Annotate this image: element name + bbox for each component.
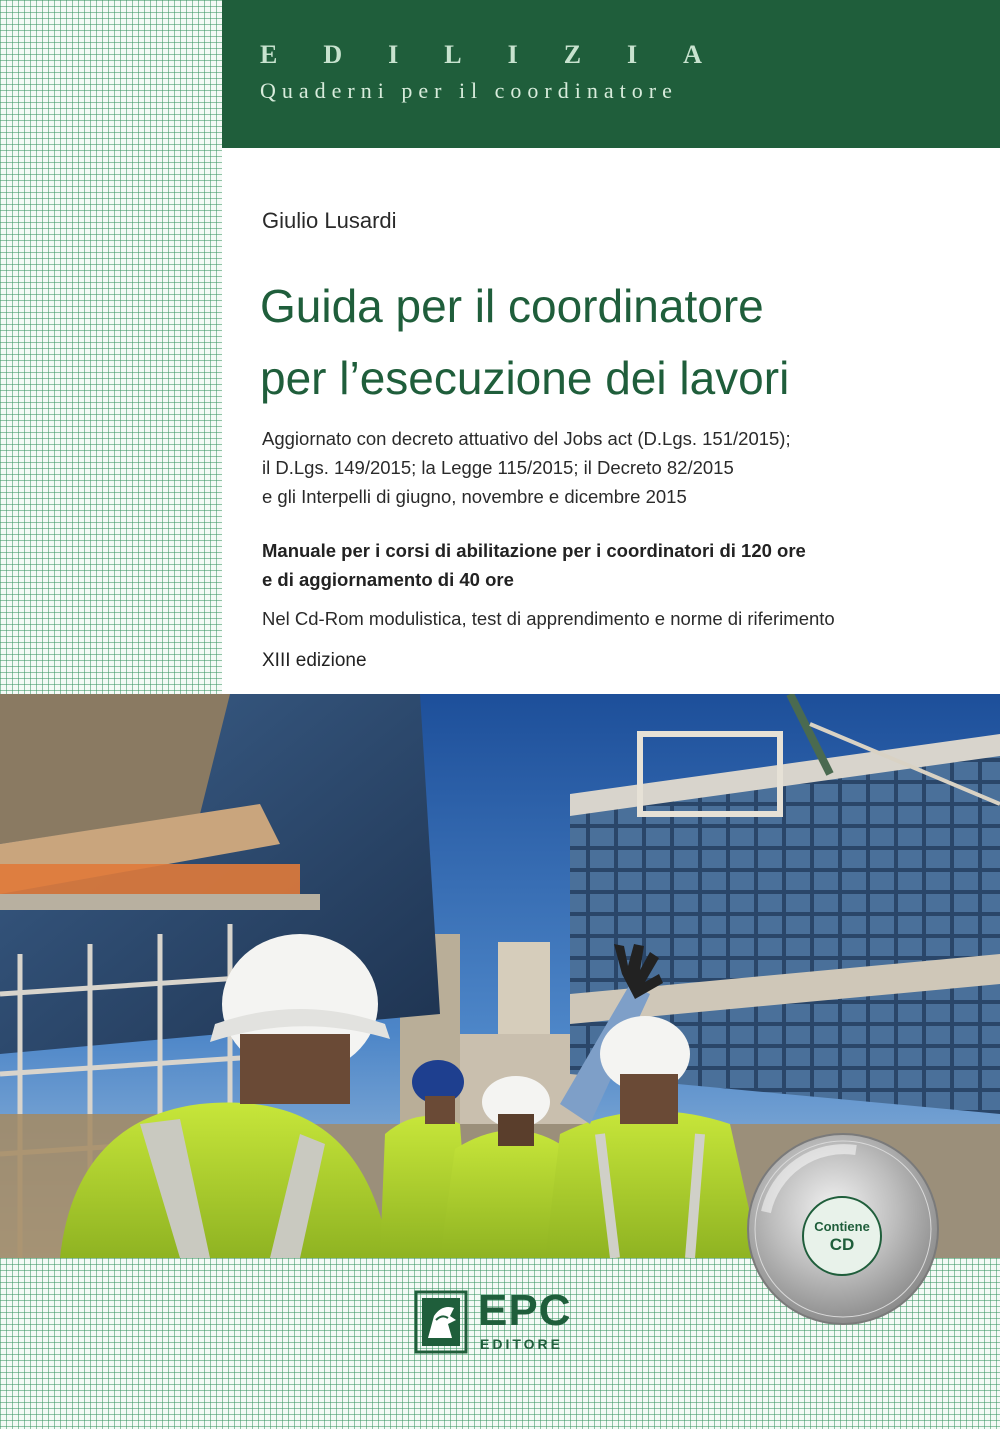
title-line-1: Guida per il coordinatore bbox=[260, 280, 764, 332]
publisher-subtitle: EDITORE bbox=[480, 1336, 563, 1352]
manual-line-2: e di aggiornamento di 40 ore bbox=[262, 569, 514, 590]
publisher-logo bbox=[414, 1286, 614, 1360]
update-line-3: e gli Interpelli di giugno, novembre e dicembre 2015 bbox=[262, 486, 687, 507]
update-line-1: Aggiornato con decreto attuativo del Jobs act (D.Lgs. 151/2015); bbox=[262, 428, 791, 449]
manual-line-1: Manuale per i corsi di abilitazione per i coordinatori di 120 ore bbox=[262, 540, 806, 561]
cdrom-note: Nel Cd-Rom modulistica, test di apprendimento e norme di riferimento bbox=[262, 608, 835, 629]
update-notes bbox=[262, 424, 992, 511]
cd-badge-line-1: Contiene bbox=[814, 1219, 870, 1234]
contains-cd-badge bbox=[802, 1196, 882, 1276]
series-name: EDILIZIA bbox=[260, 40, 748, 69]
author-name: Giulio Lusardi bbox=[262, 208, 397, 233]
manual-description bbox=[262, 536, 992, 594]
book-title bbox=[260, 270, 990, 414]
lion-logo-icon bbox=[414, 1290, 468, 1354]
cd-badge-line-2: CD bbox=[829, 1235, 855, 1254]
series-subtitle: Quaderni per il coordinatore bbox=[260, 78, 678, 103]
publisher-name: EPC bbox=[478, 1286, 572, 1335]
edition-label: XIII edizione bbox=[262, 650, 367, 671]
series-band bbox=[222, 0, 1000, 148]
update-line-2: il D.Lgs. 149/2015; la Legge 115/2015; il Decreto 82/2015 bbox=[262, 457, 734, 478]
title-line-2: per l’esecuzione dei lavori bbox=[260, 352, 790, 404]
